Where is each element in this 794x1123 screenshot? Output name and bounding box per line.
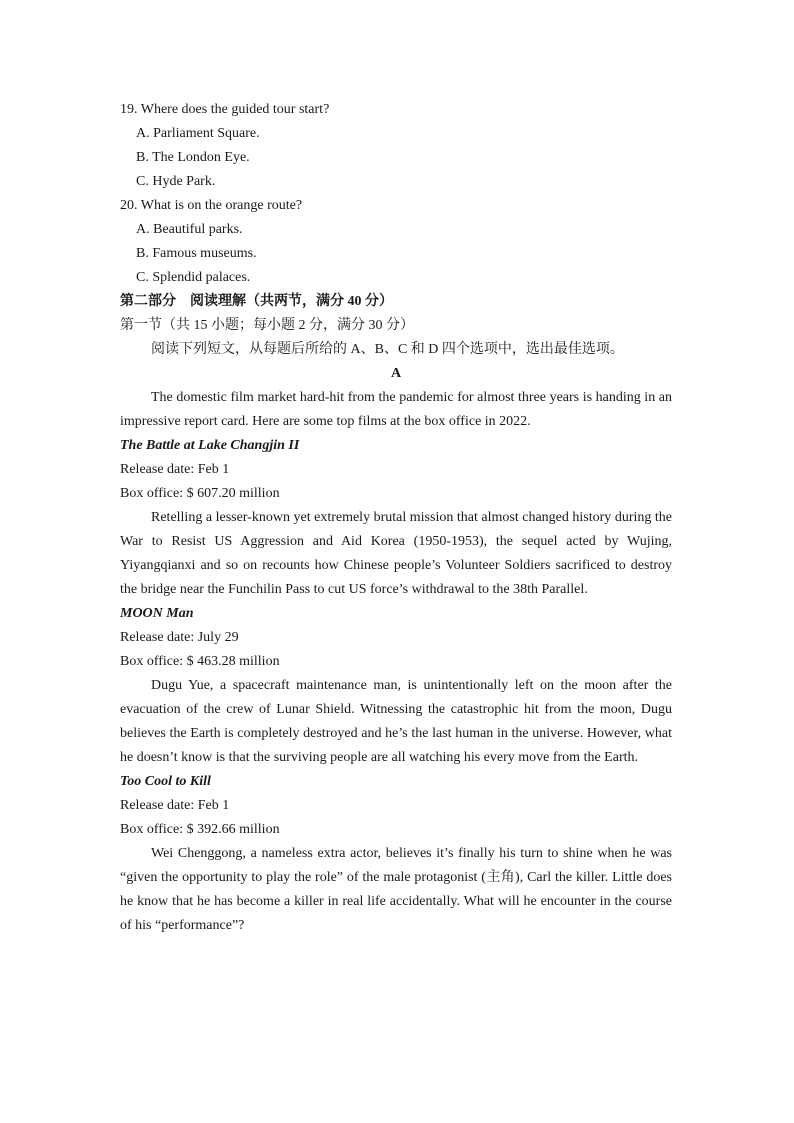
instruction-text: 阅读下列短文，从每题后所给的 A、B、C 和 D 四个选项中，选出最佳选项。 <box>151 342 624 357</box>
film-title: MOON Man <box>120 606 194 621</box>
option-a: A. Parliament Square. <box>136 126 260 141</box>
film-box-office: Box office: $ 463.28 million <box>120 654 280 669</box>
film-box-office: Box office: $ 392.66 million <box>120 822 280 837</box>
film-description: Dugu Yue, a spacecraft maintenance man, is unintentionally left on the moon after the evacuation of the crew of Lunar Shield. Witnessing the catastrophic hit from the moon, Dugu believes the Earth is completely destroyed and he’s the last human in the universe. However, what he doesn’t know is that the surviving people are all watching his every move from the Earth. <box>120 678 672 765</box>
film-entry <box>120 434 672 602</box>
option-b: B. Famous museums. <box>136 246 257 261</box>
film-release-date: Release date: Feb 1 <box>120 798 230 813</box>
section1-heading: 第一节（共 15 小题；每小题 2 分，满分 30 分） <box>120 318 414 333</box>
option-c: C. Splendid palaces. <box>136 270 251 285</box>
option-a: A. Beautiful parks. <box>136 222 243 237</box>
part2-heading: 第二部分 阅读理解（共两节，满分 40 分） <box>120 294 393 309</box>
film-entry <box>120 770 672 938</box>
question-stem: 19. Where does the guided tour start? <box>120 102 330 117</box>
option-b: B. The London Eye. <box>136 150 250 165</box>
passage-intro: The domestic film market hard-hit from the pandemic for almost three years is handing in an impressive report card. Here are some top films at the box office in 2022. <box>120 390 672 429</box>
film-title: The Battle at Lake Changjin II <box>120 438 300 453</box>
film-release-date: Release date: July 29 <box>120 630 239 645</box>
question-stem: 20. What is on the orange route? <box>120 198 303 213</box>
film-description: Wei Chenggong, a nameless extra actor, believes it’s finally his turn to shine when he was “given the opportunity to play the role” of the male protagonist (主角), Carl the killer. Little does he know that he has become a killer in real life accidentally. What will he encounter in the course of his “performance”? <box>120 846 672 933</box>
question-20 <box>120 194 672 290</box>
question-19 <box>120 98 672 194</box>
film-box-office: Box office: $ 607.20 million <box>120 486 280 501</box>
passage-label: A <box>390 366 402 381</box>
film-release-date: Release date: Feb 1 <box>120 462 230 477</box>
film-entry <box>120 602 672 770</box>
film-title: Too Cool to Kill <box>120 774 211 789</box>
option-c: C. Hyde Park. <box>136 174 216 189</box>
film-description: Retelling a lesser-known yet extremely brutal mission that almost changed history during the War to Resist US Aggression and Aid Korea (1950-1953), the sequel acted by Wujing, Yiyangqianxi and so on recounts how Chinese people’s Volunteer Soldiers sacrificed to destroy the bridge near the Funchilin Pass to cut US force’s withdrawal to the 38th Parallel. <box>120 510 672 597</box>
